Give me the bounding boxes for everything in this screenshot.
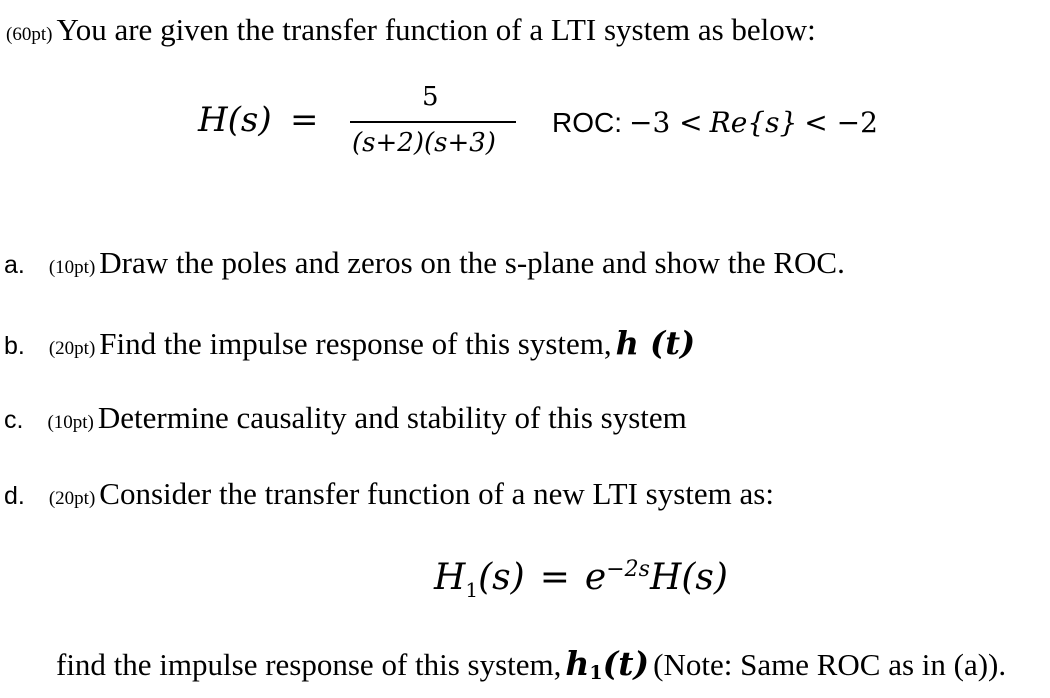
transfer-function-lhs: H(s) (198, 100, 272, 140)
part-c-points: (10pt) (47, 412, 94, 433)
part-d-marker: d. (4, 482, 25, 510)
footer-line (56, 644, 1006, 684)
new-system-rhs: H(s) (649, 557, 728, 598)
footer-text: find the impulse response of this system, (56, 647, 562, 682)
footer-note: (Note: Same ROC as in (a)). (653, 647, 1007, 682)
roc-real-part: Re{s} (709, 106, 798, 139)
problem-header (6, 12, 816, 48)
roc-expression (552, 106, 878, 140)
part-d (4, 476, 774, 512)
part-b-marker: b. (4, 332, 25, 360)
part-a-points: (10pt) (48, 257, 96, 278)
transfer-function-equals: = (290, 100, 319, 140)
new-system-equation (434, 556, 728, 602)
part-a-marker: a. (4, 251, 25, 279)
new-system-lhs: H (434, 557, 466, 598)
part-b-math: h (t) (615, 324, 696, 362)
part-d-text: Consider the transfer function of a new LTI system as: (99, 476, 774, 511)
exp-base: e (584, 557, 607, 598)
part-b-points: (20pt) (48, 338, 96, 359)
part-d-points: (20pt) (48, 488, 96, 509)
roc-lower: −3 < (629, 106, 703, 139)
part-b-text: Find the impulse response of this system, (99, 326, 612, 361)
part-b (4, 324, 695, 362)
new-system-subscript: 1 (465, 578, 479, 603)
footer-math-arg: (t) (602, 644, 650, 683)
part-a (4, 245, 845, 281)
part-c-text: Determine causality and stability of this system (97, 400, 687, 435)
roc-label: ROC: (552, 107, 622, 138)
exp-power: −2s (606, 557, 650, 582)
footer-math: h (565, 644, 590, 683)
fraction-denominator: (s+2)(s+3) (352, 128, 496, 158)
new-system-arg: (s) (478, 557, 525, 598)
footer-math-subscript: 1 (589, 662, 603, 685)
part-c (4, 400, 687, 436)
problem-statement: You are given the transfer function of a LTI system as below: (56, 12, 816, 47)
problem-points: (60pt) (6, 24, 53, 45)
roc-upper: < −2 (804, 106, 878, 139)
part-a-text: Draw the poles and zeros on the s-plane and show the ROC. (99, 245, 845, 280)
fraction-numerator: 5 (422, 82, 439, 112)
fraction-bar (350, 121, 516, 123)
part-c-marker: c. (4, 406, 24, 434)
new-system-equals: = (539, 557, 570, 598)
